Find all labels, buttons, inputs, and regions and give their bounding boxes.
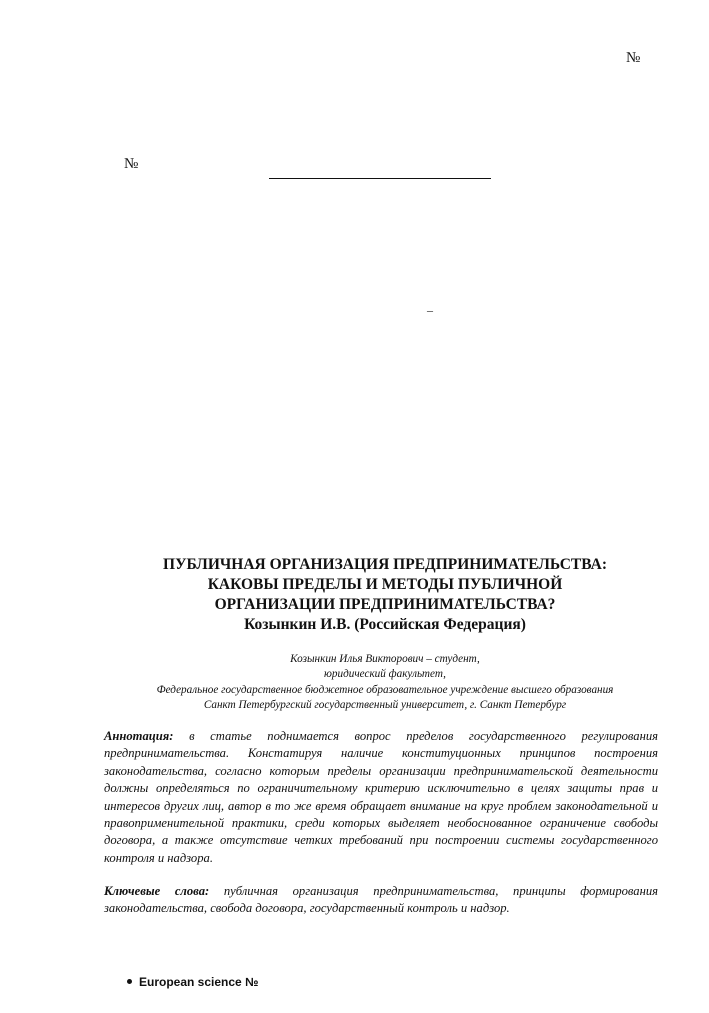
journal-footer (127, 975, 258, 989)
abstract-text: в статье поднимается вопрос пределов государственного регулирования предпринимательства. Констатируя наличие конституционных принципов построения законодательства, согласно которым пределы организации предпринимательской деятельности должны определяться по ограничительному критерию исключительно в целях защиты прав и интересов других лиц, автор в то же время обращает внимание на круг проблем законодательной и правоприменительной практики, среди которых выделяет необоснованное ограничение свободы договора, а также отсутствие четких требований при построении системы государственного контроля и надзора. (104, 729, 658, 865)
keywords-label: Ключевые слова: (104, 884, 210, 898)
author-affiliation (90, 652, 680, 714)
abstract-label: Аннотация: (104, 729, 174, 743)
page-dash: – (427, 303, 433, 317)
affiliation-line: Санкт Петербургский государственный университет, г. Санкт Петербург (203, 699, 567, 712)
title-line: КАКОВЫ ПРЕДЕЛЫ И МЕТОДЫ ПУБЛИЧНОЙ (207, 576, 563, 593)
issue-number-sign: № (626, 50, 641, 66)
horizontal-rule (269, 178, 491, 179)
keywords-text: публичная организация предпринимательства, принципы формирования законодательства, свобода договора, государственный контроль и надзор. (104, 884, 658, 916)
title-line: ОРГАНИЗАЦИИ ПРЕДПРИНИМАТЕЛЬСТВА? (214, 596, 556, 613)
affiliation-line: Козынкин Илья Викторович – студент, (290, 653, 480, 665)
article-title (90, 555, 680, 635)
affiliation-line: Федеральное государственное бюджетное образовательное учреждение высшего образования (156, 683, 614, 696)
affiliation-line: юридический факультет, (324, 668, 446, 681)
journal-name: European science № (139, 975, 259, 989)
title-line: ПУБЛИЧНАЯ ОРГАНИЗАЦИЯ ПРЕДПРИНИМАТЕЛЬСТВА: (163, 556, 607, 573)
abstract (104, 728, 658, 867)
bullet-icon (127, 979, 132, 984)
udk-number-sign: № (124, 156, 139, 172)
keywords (104, 883, 658, 918)
author-line: Козынкин И.В. (Российская Федерация) (244, 616, 526, 633)
